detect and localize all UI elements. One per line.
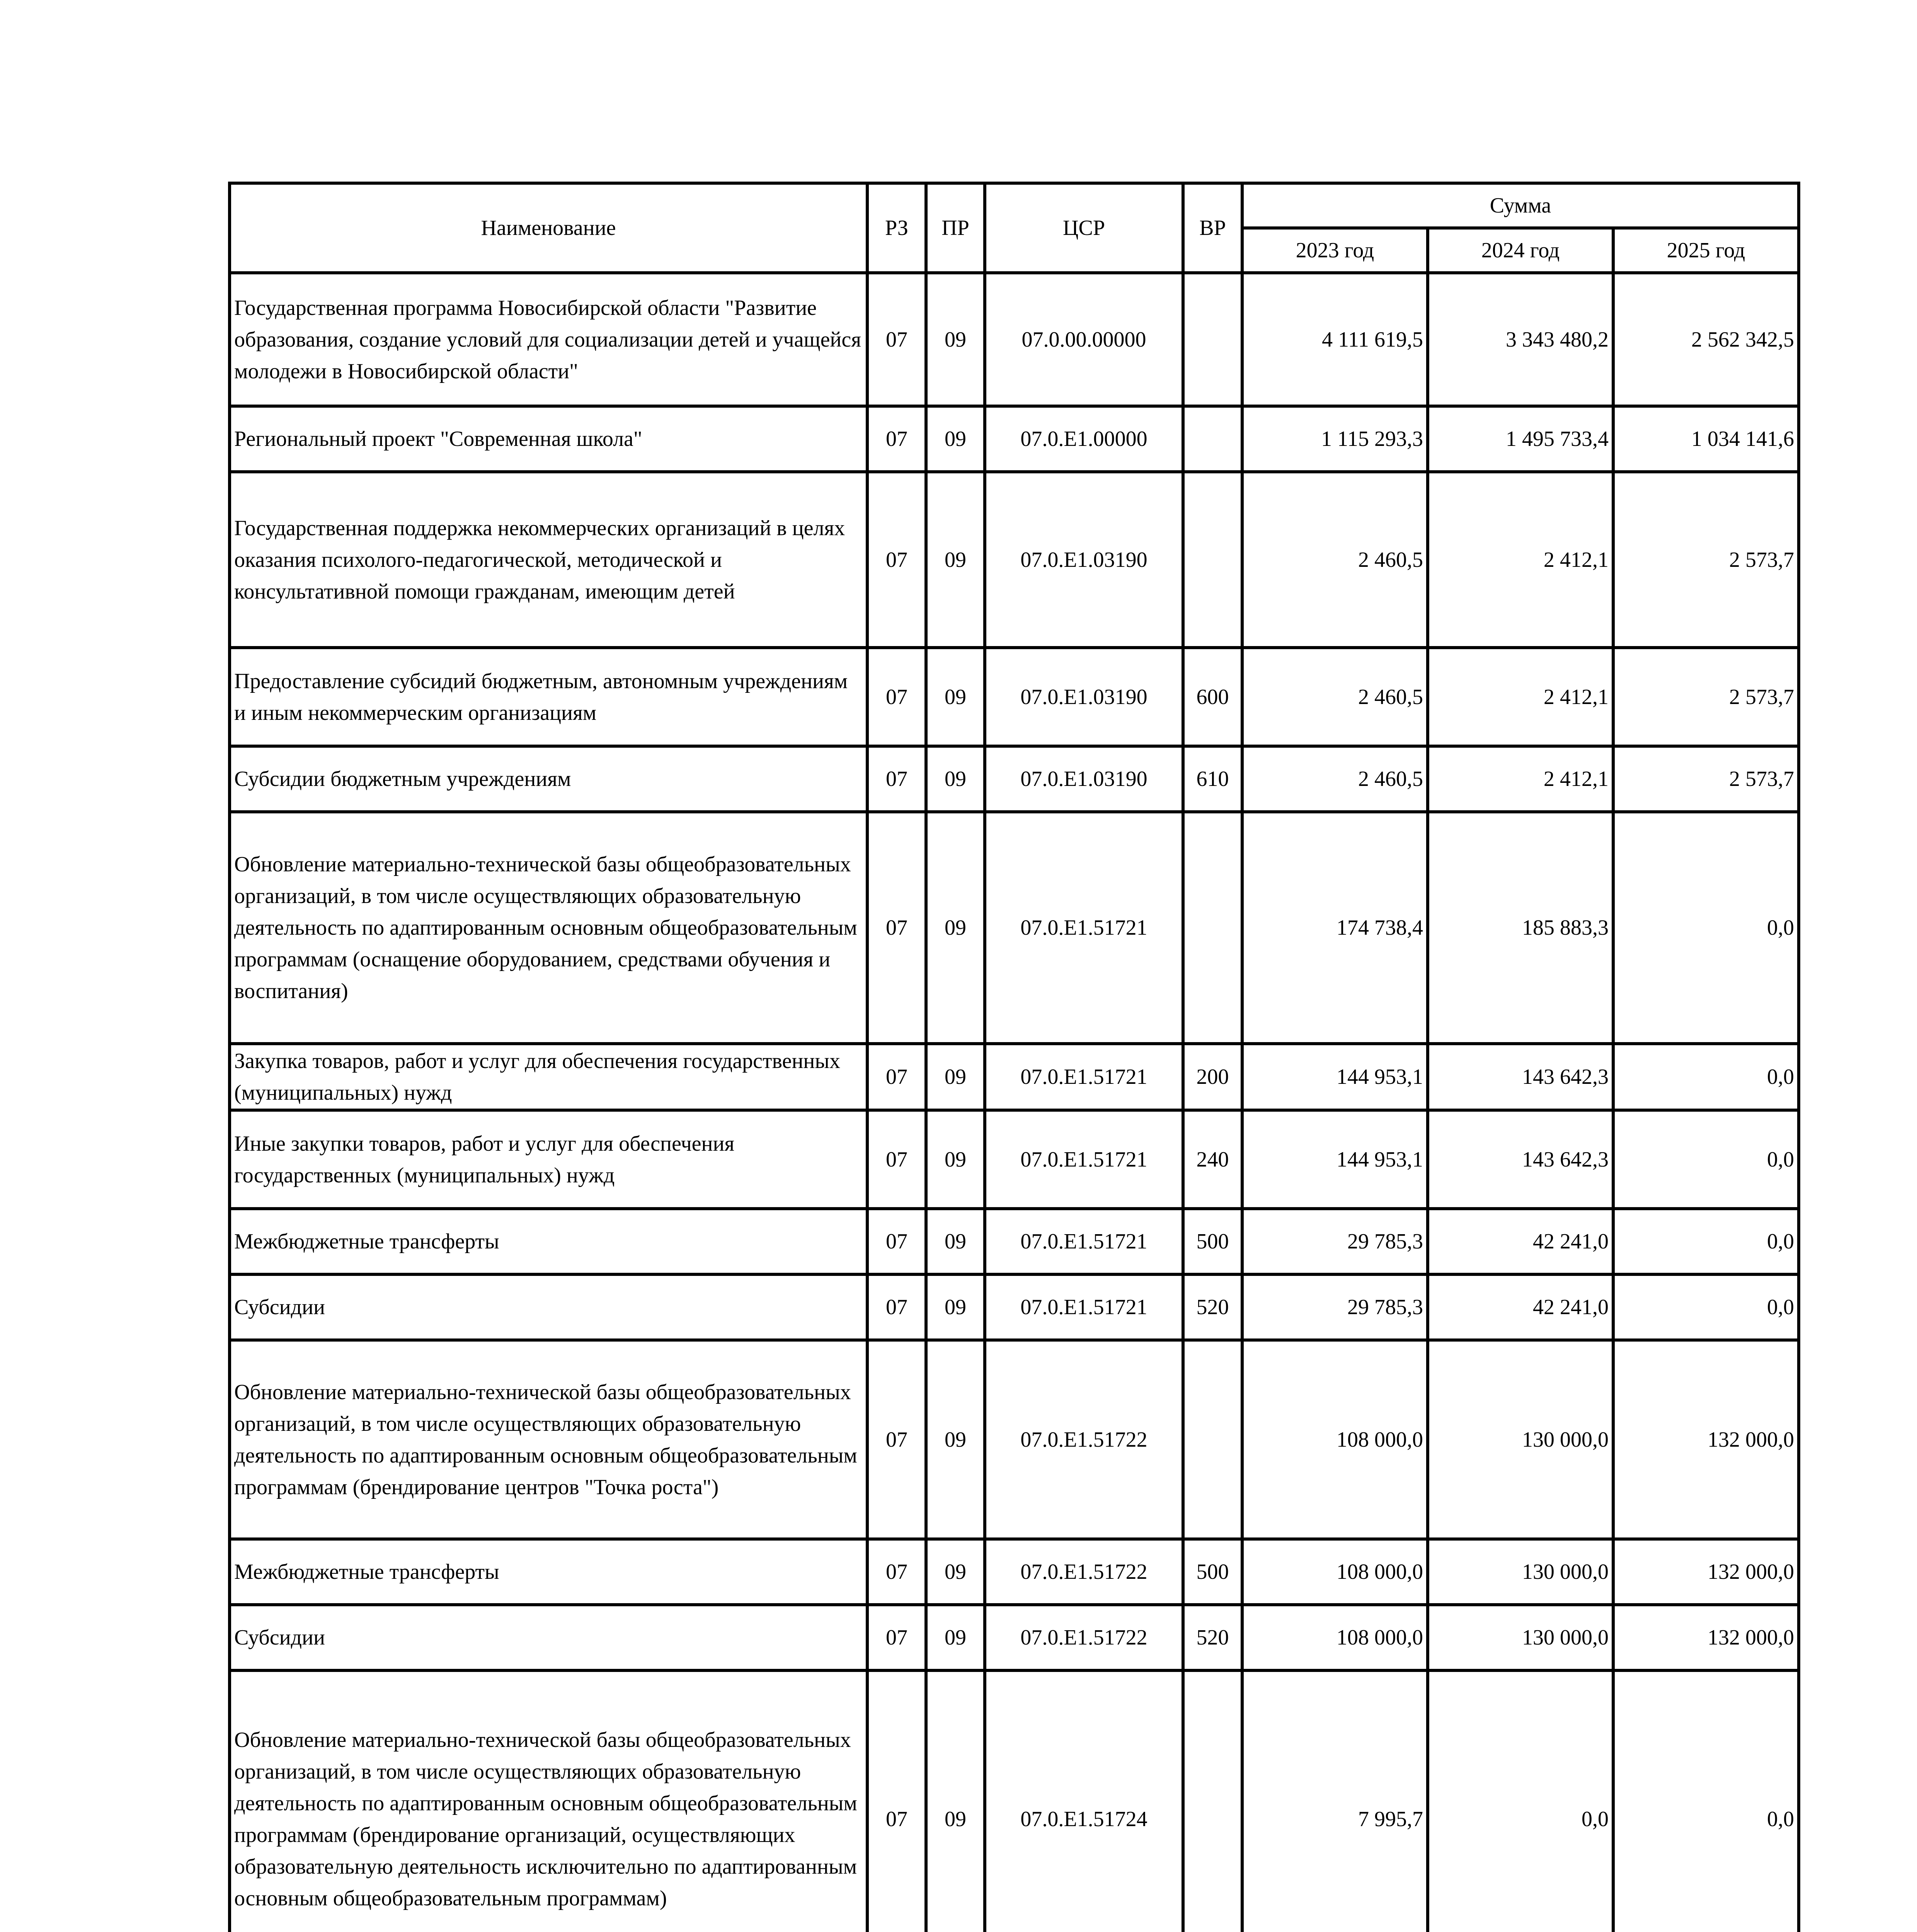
row-vr [1183,1670,1242,1932]
row-sum-2024: 1 495 733,4 [1428,406,1613,472]
budget-table [228,182,1800,1932]
row-name: Предоставление субсидий бюджетным, автономным учреждениям и иным некоммерческим организациям [230,648,867,746]
row-rz: 07 [867,273,926,406]
table-row [230,1605,1799,1670]
row-vr: 500 [1183,1539,1242,1605]
row-name: Субсидии бюджетным учреждениям [230,746,867,812]
row-rz: 07 [867,1605,926,1670]
row-sum-2023: 144 953,1 [1242,1044,1428,1110]
row-sum-2024: 3 343 480,2 [1428,273,1613,406]
table-row [230,472,1799,648]
row-sum-2023: 4 111 619,5 [1242,273,1428,406]
row-csr: 07.0.E1.51721 [985,1044,1183,1110]
row-sum-2024: 130 000,0 [1428,1605,1613,1670]
row-csr: 07.0.E1.03190 [985,648,1183,746]
header-year-2023: 2023 год [1242,228,1428,273]
row-vr [1183,406,1242,472]
row-sum-2024: 130 000,0 [1428,1340,1613,1539]
table-row [230,406,1799,472]
table-row [230,1209,1799,1274]
table-row [230,1274,1799,1340]
row-sum-2025: 0,0 [1613,1670,1799,1932]
row-pr: 09 [926,1605,985,1670]
row-name: Межбюджетные трансферты [230,1539,867,1605]
row-name: Государственная поддержка некоммерческих организаций в целях оказания психолого-педагогической, методической и консультативной помощи гражданам, имеющим детей [230,472,867,648]
row-sum-2025: 0,0 [1613,1274,1799,1340]
header-sum: Сумма [1242,183,1799,228]
row-pr: 09 [926,1110,985,1209]
header-pr: ПР [926,183,985,273]
row-sum-2023: 29 785,3 [1242,1274,1428,1340]
row-rz: 07 [867,1340,926,1539]
table-row [230,273,1799,406]
row-vr [1183,812,1242,1044]
row-name: Иные закупки товаров, работ и услуг для обеспечения государственных (муниципальных) нужд [230,1110,867,1209]
row-name: Обновление материально-технической базы общеобразовательных организаций, в том числе осуществляющих образовательную деятельность по адаптированным основным общеобразовательным программам (брендирование организаций, осуществляющих образовательную деятельность исключительно по адаптированным основным общеобразовательным программам) [230,1670,867,1932]
row-sum-2024: 2 412,1 [1428,472,1613,648]
row-csr: 07.0.E1.00000 [985,406,1183,472]
row-sum-2024: 42 241,0 [1428,1274,1613,1340]
row-pr: 09 [926,648,985,746]
row-csr: 07.0.E1.51722 [985,1539,1183,1605]
header-csr: ЦСР [985,183,1183,273]
row-sum-2024: 143 642,3 [1428,1110,1613,1209]
row-pr: 09 [926,1044,985,1110]
row-sum-2025: 2 573,7 [1613,648,1799,746]
row-rz: 07 [867,1539,926,1605]
row-vr: 600 [1183,648,1242,746]
row-rz: 07 [867,1274,926,1340]
row-csr: 07.0.E1.03190 [985,746,1183,812]
row-rz: 07 [867,472,926,648]
table-row [230,1340,1799,1539]
row-vr [1183,273,1242,406]
table-row [230,1110,1799,1209]
row-sum-2025: 0,0 [1613,1110,1799,1209]
row-name: Обновление материально-технической базы общеобразовательных организаций, в том числе осуществляющих образовательную деятельность по адаптированным основным общеобразовательным программам (брендирование центров "Точка роста") [230,1340,867,1539]
row-pr: 09 [926,273,985,406]
row-name: Региональный проект "Современная школа" [230,406,867,472]
row-pr: 09 [926,1340,985,1539]
row-pr: 09 [926,1539,985,1605]
table-row [230,1044,1799,1110]
header-year-2025: 2025 год [1613,228,1799,273]
row-sum-2023: 2 460,5 [1242,648,1428,746]
header-year-2024: 2024 год [1428,228,1613,273]
row-csr: 07.0.E1.51722 [985,1340,1183,1539]
row-sum-2023: 174 738,4 [1242,812,1428,1044]
row-pr: 09 [926,812,985,1044]
row-sum-2024: 2 412,1 [1428,746,1613,812]
row-sum-2023: 7 995,7 [1242,1670,1428,1932]
row-rz: 07 [867,648,926,746]
row-sum-2025: 2 573,7 [1613,472,1799,648]
row-vr: 200 [1183,1044,1242,1110]
row-sum-2025: 0,0 [1613,1209,1799,1274]
row-csr: 07.0.E1.51724 [985,1670,1183,1932]
row-csr: 07.0.E1.51722 [985,1605,1183,1670]
row-name: Закупка товаров, работ и услуг для обеспечения государственных (муниципальных) нужд [230,1044,867,1110]
row-vr: 240 [1183,1110,1242,1209]
row-csr: 07.0.00.00000 [985,273,1183,406]
row-sum-2025: 0,0 [1613,1044,1799,1110]
row-rz: 07 [867,746,926,812]
row-name: Государственная программа Новосибирской области "Развитие образования, создание условий для социализации детей и учащейся молодежи в Новосибирской области" [230,273,867,406]
row-vr [1183,472,1242,648]
row-vr: 610 [1183,746,1242,812]
row-sum-2023: 2 460,5 [1242,746,1428,812]
row-sum-2024: 42 241,0 [1428,1209,1613,1274]
row-rz: 07 [867,1670,926,1932]
row-csr: 07.0.E1.03190 [985,472,1183,648]
row-name: Субсидии [230,1274,867,1340]
row-sum-2024: 143 642,3 [1428,1044,1613,1110]
row-name: Субсидии [230,1605,867,1670]
header-name: Наименование [230,183,867,273]
row-csr: 07.0.E1.51721 [985,1209,1183,1274]
row-name: Межбюджетные трансферты [230,1209,867,1274]
table-row [230,1670,1799,1932]
row-sum-2025: 132 000,0 [1613,1340,1799,1539]
row-vr [1183,1340,1242,1539]
row-sum-2023: 144 953,1 [1242,1110,1428,1209]
row-csr: 07.0.E1.51721 [985,1274,1183,1340]
row-csr: 07.0.E1.51721 [985,812,1183,1044]
row-csr: 07.0.E1.51721 [985,1110,1183,1209]
row-pr: 09 [926,1274,985,1340]
table-row [230,648,1799,746]
row-sum-2023: 1 115 293,3 [1242,406,1428,472]
row-pr: 09 [926,406,985,472]
row-sum-2025: 2 573,7 [1613,746,1799,812]
row-pr: 09 [926,1670,985,1932]
row-sum-2024: 2 412,1 [1428,648,1613,746]
row-name: Обновление материально-технической базы общеобразовательных организаций, в том числе осуществляющих образовательную деятельность по адаптированным основным общеобразовательным программам (оснащение оборудованием, средствами обучения и воспитания) [230,812,867,1044]
row-sum-2023: 2 460,5 [1242,472,1428,648]
header-rz: РЗ [867,183,926,273]
row-sum-2024: 185 883,3 [1428,812,1613,1044]
row-rz: 07 [867,1209,926,1274]
row-pr: 09 [926,746,985,812]
row-sum-2025: 2 562 342,5 [1613,273,1799,406]
row-sum-2023: 108 000,0 [1242,1605,1428,1670]
table-row [230,812,1799,1044]
row-pr: 09 [926,1209,985,1274]
row-sum-2025: 132 000,0 [1613,1605,1799,1670]
row-rz: 07 [867,1044,926,1110]
row-rz: 07 [867,812,926,1044]
header-vr: ВР [1183,183,1242,273]
row-pr: 09 [926,472,985,648]
row-rz: 07 [867,406,926,472]
row-sum-2024: 130 000,0 [1428,1539,1613,1605]
row-sum-2023: 108 000,0 [1242,1539,1428,1605]
table-row [230,1539,1799,1605]
row-vr: 520 [1183,1274,1242,1340]
table-row [230,746,1799,812]
row-vr: 500 [1183,1209,1242,1274]
row-rz: 07 [867,1110,926,1209]
row-sum-2025: 0,0 [1613,812,1799,1044]
row-sum-2025: 1 034 141,6 [1613,406,1799,472]
row-sum-2023: 108 000,0 [1242,1340,1428,1539]
row-vr: 520 [1183,1605,1242,1670]
row-sum-2025: 132 000,0 [1613,1539,1799,1605]
row-sum-2023: 29 785,3 [1242,1209,1428,1274]
row-sum-2024: 0,0 [1428,1670,1613,1932]
